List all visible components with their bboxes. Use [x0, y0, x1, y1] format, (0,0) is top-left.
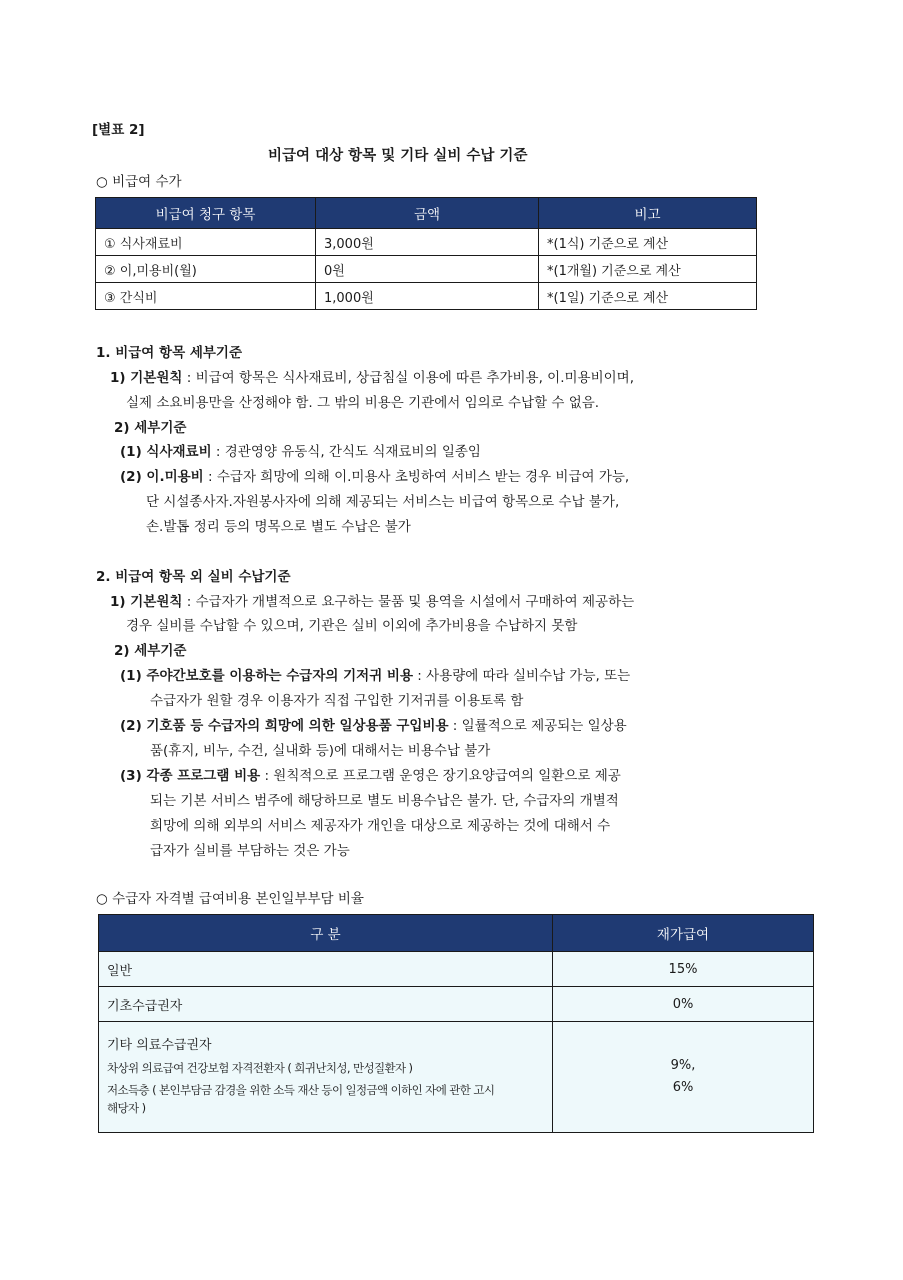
item-text: : 경관영양 유동식, 간식도 식재료비의 일종임 — [211, 444, 481, 460]
cell-line: 해당자 ) — [107, 1101, 146, 1115]
detail-criteria-label: 2) 세부기준 — [114, 420, 187, 436]
column-header: 비고 — [539, 198, 757, 229]
detail-item-program — [120, 764, 621, 784]
column-header: 비급여 청구 항목 — [96, 198, 316, 229]
table-cell: 15% — [553, 952, 814, 987]
table-cell: 기초수급권자 — [99, 987, 553, 1022]
fee-table — [95, 197, 757, 310]
item-text: : 일률적으로 제공되는 일상용 — [448, 718, 627, 734]
table-cell: 일반 — [99, 952, 553, 987]
detail-criteria-label: 2) 세부기준 — [114, 643, 187, 659]
item-text: : 수급자 희망에 의해 이.미용사 초빙하여 서비스 받는 경우 비급여 가능, — [203, 469, 630, 485]
table-row — [99, 987, 814, 1022]
table-row — [96, 256, 757, 283]
principle-label: 1) 기본원칙 — [110, 370, 183, 386]
table-cell: ② 이,미용비(월) — [96, 256, 316, 283]
principle-label: 1) 기본원칙 — [110, 594, 183, 610]
item-label: (1) 주야간보호를 이용하는 수급자의 기저귀 비용 — [120, 668, 414, 684]
section-1-title: 1. 비급여 항목 세부기준 — [96, 345, 242, 361]
annex-label: [별표 2] — [92, 122, 145, 138]
cell-value: 9%, — [670, 1058, 696, 1073]
table-row — [99, 1022, 814, 1133]
item-continuation: 수급자가 원할 경우 이용자가 직접 구입한 기저귀를 이용토록 함 — [150, 693, 524, 709]
column-header: 금액 — [316, 198, 539, 229]
item-continuation: 품(휴지, 비누, 수건, 실내화 등)에 대해서는 비용수납 불가 — [150, 743, 491, 759]
column-header: 재가급여 — [553, 915, 814, 952]
detail-item-meal — [120, 440, 481, 460]
item-label: (3) 각종 프로그램 비용 — [120, 768, 261, 784]
table-cell: 0원 — [316, 256, 539, 283]
item-label: (2) 이.미용비 — [120, 469, 204, 485]
section-1-principle — [110, 366, 634, 386]
table-cell: ③ 간식비 — [96, 283, 316, 310]
item-continuation: 단 시설종사자.자원봉사자에 의해 제공되는 서비스는 비급여 항목으로 수납 불가, — [146, 494, 620, 510]
table-cell: *(1일) 기준으로 계산 — [539, 283, 757, 310]
item-continuation: 손.발톱 정리 등의 명목으로 별도 수납은 불가 — [146, 519, 411, 535]
detail-item-beauty — [120, 465, 629, 485]
principle-continuation: 실제 소요비용만을 산정해야 함. 그 밖의 비용은 기관에서 임의로 수납할 수 없음. — [126, 395, 600, 411]
section-heading-fees: ○ 비급여 수가 — [96, 174, 182, 190]
principle-continuation: 경우 실비를 수납할 수 있으며, 기관은 실비 이외에 추가비용을 수납하지 못함 — [126, 618, 578, 634]
section-2-title: 2. 비급여 항목 외 실비 수납기준 — [96, 569, 291, 585]
detail-item-diaper — [120, 664, 630, 684]
table-cell: 0% — [553, 987, 814, 1022]
item-label: (2) 기호품 등 수급자의 희망에 의한 일상용품 구입비용 — [120, 718, 449, 734]
detail-item-daily-goods — [120, 714, 627, 734]
table-row — [96, 283, 757, 310]
item-label: (1) 식사재료비 — [120, 444, 212, 460]
principle-text: : 수급자가 개별적으로 요구하는 물품 및 용역을 시설에서 구매하여 제공하는 — [182, 594, 635, 610]
table-row — [96, 229, 757, 256]
document-title: 비급여 대상 항목 및 기타 실비 수납 기준 — [268, 148, 528, 164]
item-continuation: 희망에 의해 외부의 서비스 제공자가 개인을 대상으로 제공하는 것에 대해서 수 — [150, 818, 611, 834]
cell-line: 기타 의료수급권자 — [107, 1038, 212, 1053]
table-row — [99, 952, 814, 987]
principle-text: : 비급여 항목은 식사재료비, 상급침실 이용에 따른 추가비용, 이.미용비이며, — [182, 370, 635, 386]
cell-value: 6% — [672, 1080, 694, 1095]
table-cell — [99, 1022, 553, 1133]
table-cell: *(1식) 기준으로 계산 — [539, 229, 757, 256]
table-cell: ① 식사재료비 — [96, 229, 316, 256]
copay-table — [98, 914, 814, 1133]
item-text: : 사용량에 따라 실비수납 가능, 또는 — [413, 668, 631, 684]
column-header: 구 분 — [99, 915, 553, 952]
item-text: : 원칙적으로 프로그램 운영은 장기요양급여의 일환으로 제공 — [260, 768, 621, 784]
section-heading-copay: ○ 수급자 자격별 급여비용 본인일부부담 비율 — [96, 891, 364, 907]
fee-table-header — [96, 198, 757, 229]
section-2-principle — [110, 590, 634, 610]
table-cell — [553, 1022, 814, 1133]
table-cell: *(1개월) 기준으로 계산 — [539, 256, 757, 283]
copay-table-header — [99, 915, 814, 952]
table-cell: 1,000원 — [316, 283, 539, 310]
item-continuation: 되는 기본 서비스 범주에 해당하므로 별도 비용수납은 불가. 단, 수급자의 개별적 — [150, 793, 619, 809]
cell-line: 저소득층 ( 본인부담금 감경을 위한 소득 재산 등이 일정금액 이하인 자에 관한 고시 — [107, 1083, 495, 1097]
cell-line: 차상위 의료급여 건강보험 자격전환자 ( 희귀난치성, 만성질환자 ) — [107, 1061, 413, 1075]
table-cell: 3,000원 — [316, 229, 539, 256]
item-continuation: 급자가 실비를 부담하는 것은 가능 — [150, 843, 350, 859]
